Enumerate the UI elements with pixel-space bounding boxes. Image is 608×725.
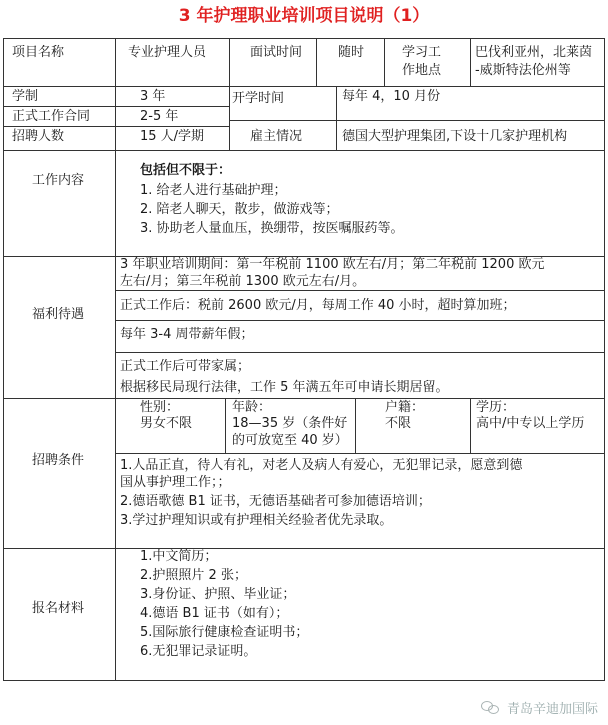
label-hukou: 户籍： bbox=[385, 400, 425, 415]
recruit-requirement: 3.学过护理知识或有护理相关经验者优先录取。 bbox=[120, 513, 393, 528]
welfare-text: 每年 3-4 周带薪年假； bbox=[120, 327, 254, 342]
value-recruit-count: 15 人/学期 bbox=[140, 129, 205, 144]
value-study-location-1: 巴伐利亚州，北莱茵 bbox=[475, 45, 593, 60]
material-item: 1.中文简历； bbox=[140, 549, 218, 564]
welfare-text: 根据移民局现行法律，工作 5 年满五年可申请长期居留。 bbox=[120, 380, 449, 395]
value-start-time: 每年 4，10 月份 bbox=[342, 89, 441, 104]
label-age: 年龄： bbox=[232, 400, 272, 415]
label-contract: 正式工作合同 bbox=[12, 109, 91, 124]
value-age-2: 的可放宽至 40 岁） bbox=[232, 433, 348, 448]
work-item: 1. 给老人进行基础护理； bbox=[140, 183, 287, 198]
material-item: 6.无犯罪记录证明。 bbox=[140, 644, 257, 659]
page-title: 3 年护理职业培训项目说明（1） bbox=[178, 6, 430, 26]
label-education: 学历： bbox=[476, 400, 516, 415]
watermark bbox=[481, 698, 598, 717]
label-recruit-count: 招聘人数 bbox=[12, 129, 65, 144]
material-item: 4.德语 B1 证书（如有）； bbox=[140, 606, 289, 621]
material-item: 2.护照照片 2 张； bbox=[140, 568, 247, 583]
label-duration: 学制 bbox=[12, 89, 39, 104]
welfare-text: 正式工作后：税前 2600 欧元/月，每周工作 40 小时，超时算加班； bbox=[120, 298, 516, 313]
label-employer: 雇主情况 bbox=[250, 129, 303, 144]
watermark-text: 青岛辛迪加国际 bbox=[506, 702, 598, 717]
material-item: 3.身份证、护照、毕业证； bbox=[140, 587, 296, 602]
value-contract: 2-5 年 bbox=[140, 109, 179, 124]
recruit-requirement: 2.德语歌德 B1 证书，无德语基础者可参加德语培训； bbox=[120, 494, 431, 509]
value-duration: 3 年 bbox=[140, 89, 166, 104]
work-item: 2. 陪老人聊天，散步，做游戏等； bbox=[140, 202, 339, 217]
value-employer: 德国大型护理集团,下设十几家护理机构 bbox=[342, 129, 568, 144]
welfare-text: 3 年职业培训期间：第一年税前 1100 欧左右/月；第二年税前 1200 欧元 bbox=[120, 257, 545, 272]
value-project-name: 专业护理人员 bbox=[128, 45, 207, 60]
label-interview-time: 面试时间 bbox=[250, 45, 303, 60]
label-gender: 性别： bbox=[140, 400, 180, 415]
recruit-requirement: 国从事护理工作；； bbox=[120, 475, 231, 490]
label-work-content: 工作内容 bbox=[32, 173, 85, 188]
label-recruit-conditions: 招聘条件 bbox=[32, 453, 85, 468]
label-start-time: 开学时间 bbox=[232, 91, 285, 106]
label-materials: 报名材料 bbox=[32, 601, 85, 616]
material-item: 5.国际旅行健康检查证明书； bbox=[140, 625, 309, 640]
value-age-1: 18—35 岁（条件好 bbox=[232, 416, 348, 431]
value-education: 高中/中专以上学历 bbox=[476, 416, 585, 431]
wechat-icon bbox=[481, 701, 501, 715]
label-study-location-1: 学习工 bbox=[402, 45, 442, 60]
label-study-location-2: 作地点 bbox=[402, 63, 442, 78]
value-interview-time: 随时 bbox=[338, 45, 365, 60]
welfare-text: 左右/月；第三年税前 1300 欧元左右/月。 bbox=[120, 274, 366, 289]
label-welfare: 福利待遇 bbox=[32, 307, 85, 322]
label-project-name: 项目名称 bbox=[12, 45, 65, 60]
value-hukou: 不限 bbox=[385, 416, 412, 431]
work-item: 3. 协助老人量血压，换绷带，按医嘱服药等。 bbox=[140, 221, 404, 236]
value-gender: 男女不限 bbox=[140, 416, 193, 431]
recruit-requirement: 1.人品正直，待人有礼，对老人及病人有爱心，无犯罪记录，愿意到德 bbox=[120, 458, 523, 473]
work-heading: 包括但不限于： bbox=[140, 163, 232, 178]
welfare-text: 正式工作后可带家属； bbox=[120, 359, 251, 374]
value-study-location-2: -威斯特法伦州等 bbox=[475, 63, 571, 78]
